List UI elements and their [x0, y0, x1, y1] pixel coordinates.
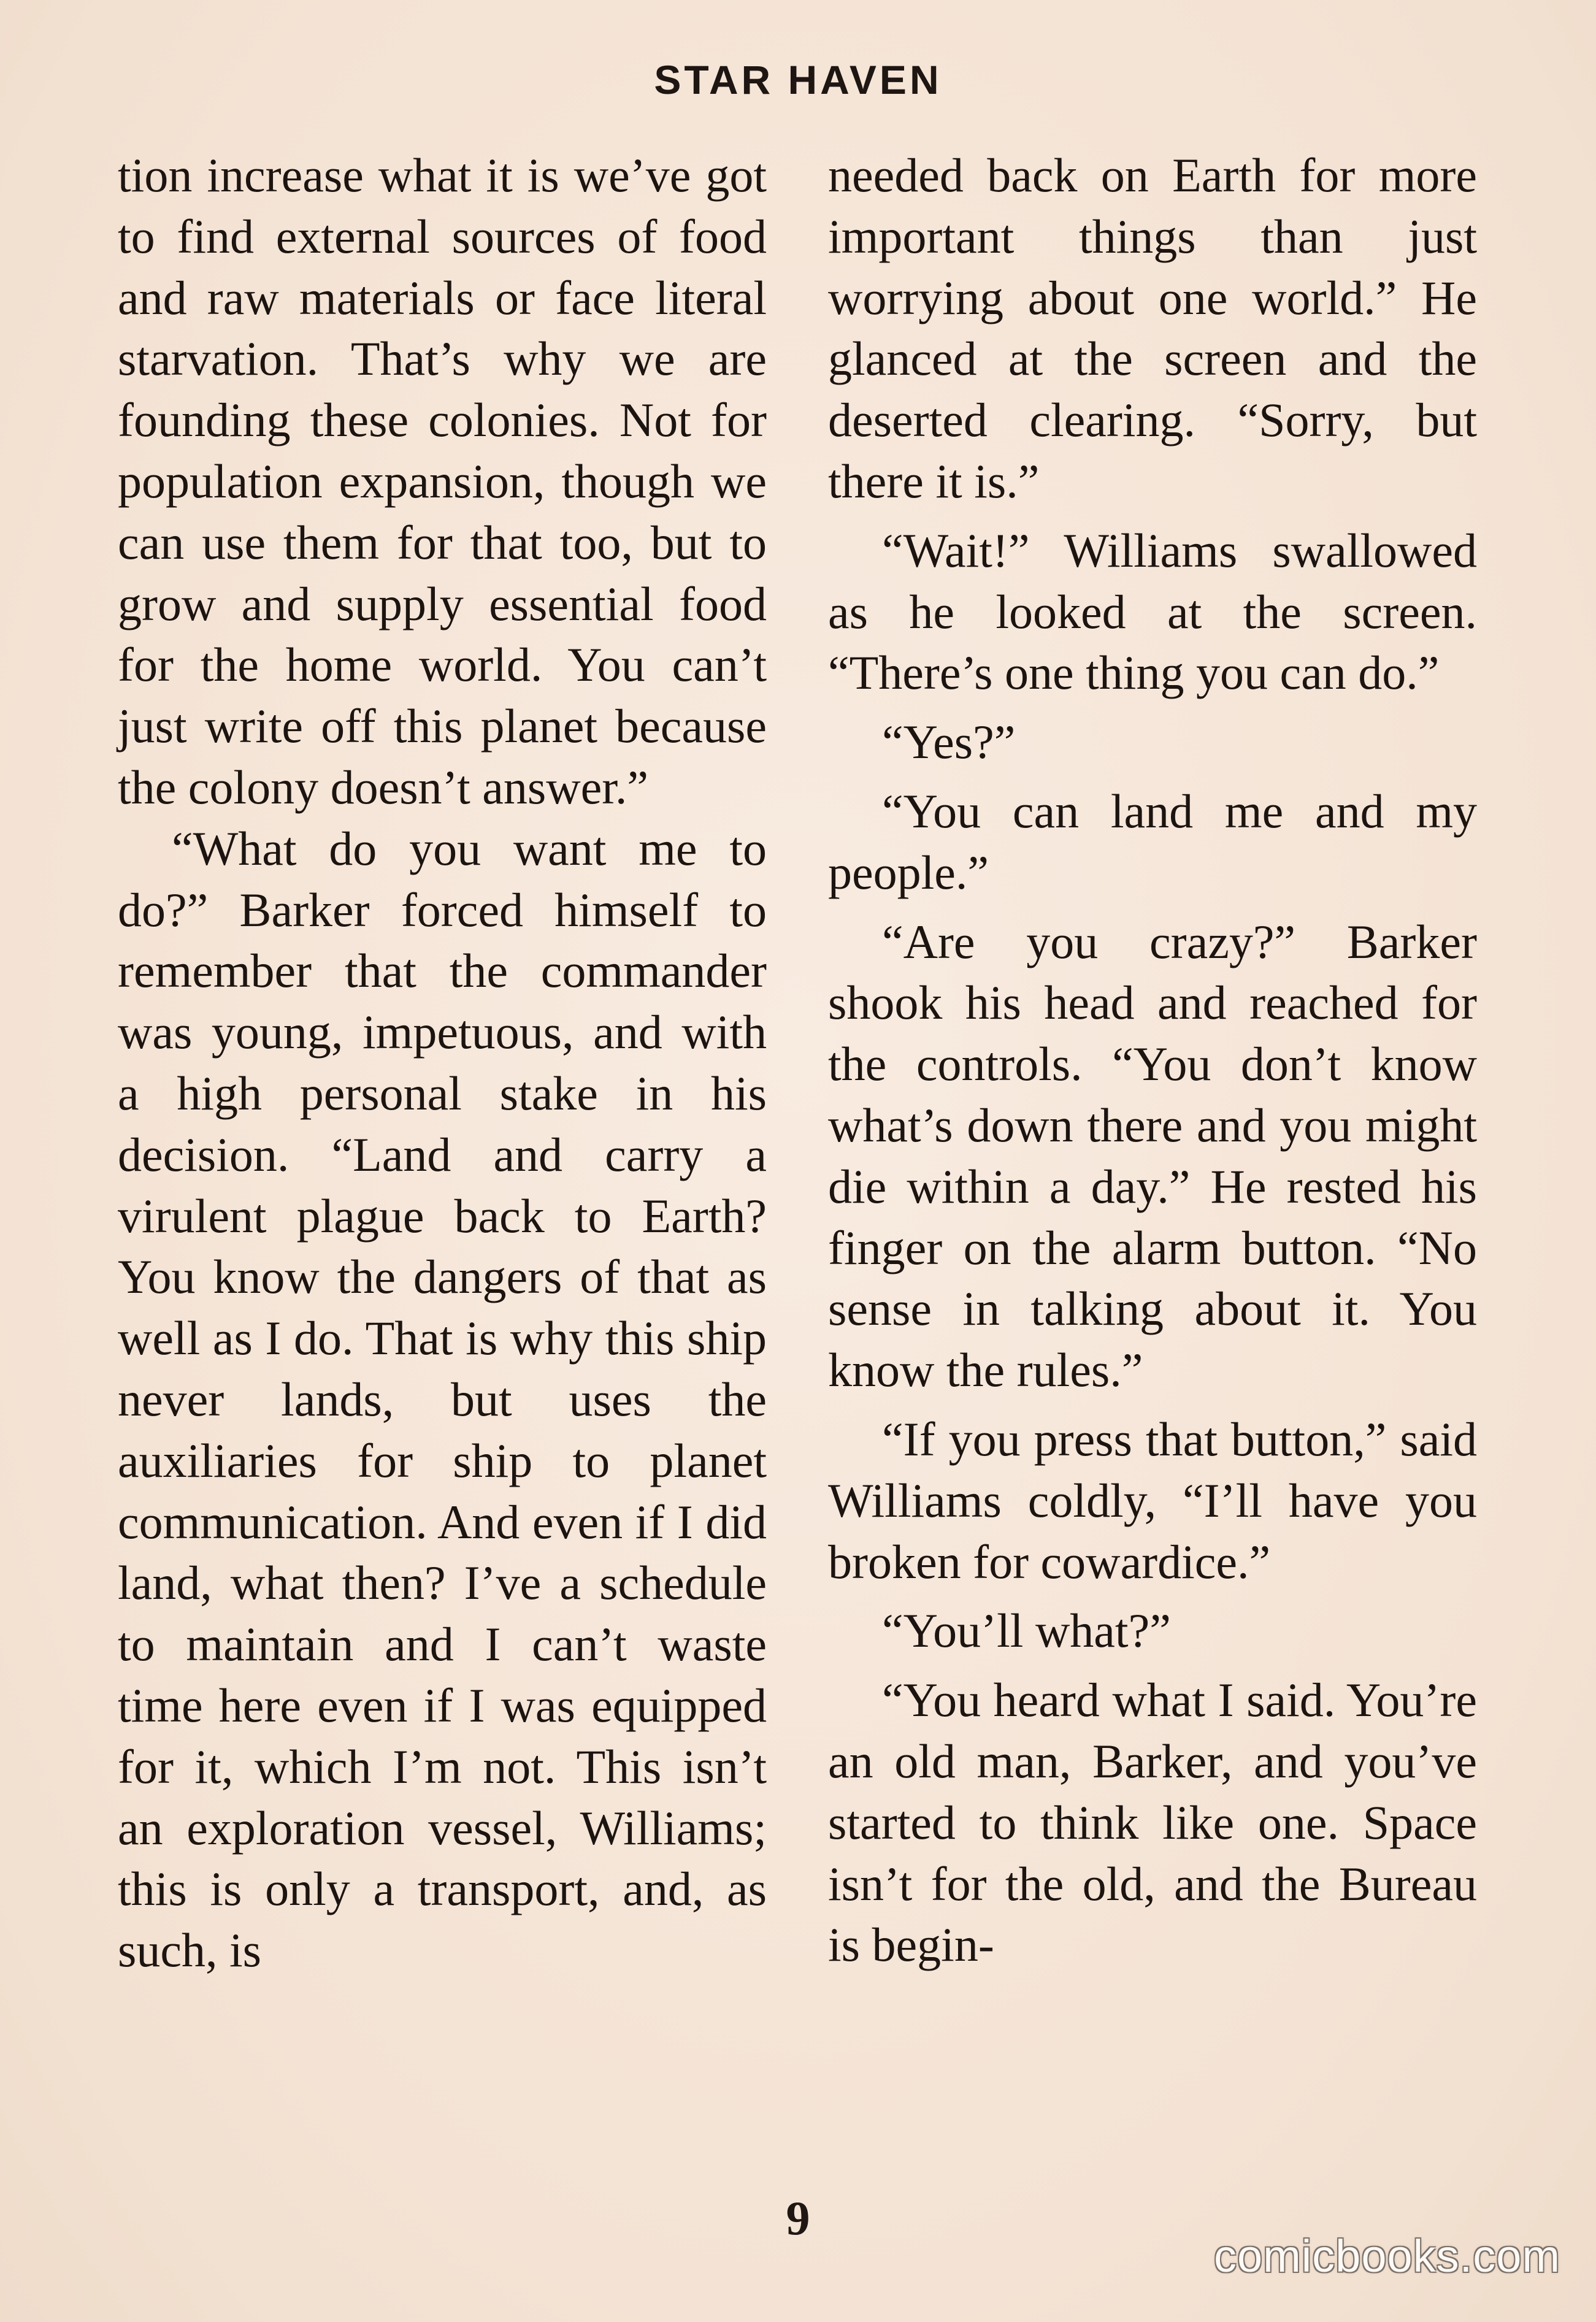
running-head: STAR HAVEN — [654, 57, 942, 102]
right-column — [828, 145, 1477, 1975]
paragraph: “What do you want me to do?” Barker forced himself to remember that the commander was young, impetuous, and with a high personal stake in his decision. “Land and carry a virulent plague back to Earth? You know the dangers of that as well as I do. That is why this ship never lands, but uses the auxiliaries for ship to planet communication. And even if I did land, what then? I’ve a schedule to maintain and I can’t waste time here even if I was equipped for it, which I’m not. This isn’t an exploration vessel, Williams; this is only a transport, and, as such, is — [118, 821, 767, 1977]
paragraph: “Are you crazy?” Barker shook his head and reached for the controls. “You don’t know what’s down there and you might die within a day.” He rested his finger on the alarm button. “No sense in talking about it. You know the rules.” — [828, 914, 1477, 1397]
paragraph: “You’ll what?” — [882, 1604, 1171, 1658]
paragraph: needed back on Earth for more important things than just worrying about one world.” He glanced at the screen and the deserted clearing. “Sorry, but there it is.” — [828, 148, 1477, 508]
paragraph: “You can land me and my people.” — [828, 784, 1477, 899]
paragraph: “You heard what I said. You’re an old man, Barker, and you’ve started to think like one. Space isn’t for the old, and the Bureau is begin- — [828, 1673, 1477, 1972]
paragraph: tion increase what it is we’ve got to find external sources of food and raw materials or face literal starvation. That’s why we are founding these colonies. Not for population expansion, though we can use them for that too, but to grow and supply essential food for the home world. You can’t just write off this planet because the colony doesn’t answer.” — [118, 148, 767, 814]
watermark: comicbooks.com — [1213, 2231, 1560, 2282]
paragraph: “Yes?” — [882, 715, 1016, 769]
paragraph: “If you press that button,” said Williams coldly, “I’ll have you broken for cowardice.” — [828, 1412, 1477, 1588]
page-number: 9 — [786, 2191, 810, 2245]
paragraph: “Wait!” Williams swallowed as he looked at the screen. “There’s one thing you can do.” — [828, 523, 1477, 700]
left-column — [118, 145, 767, 1981]
